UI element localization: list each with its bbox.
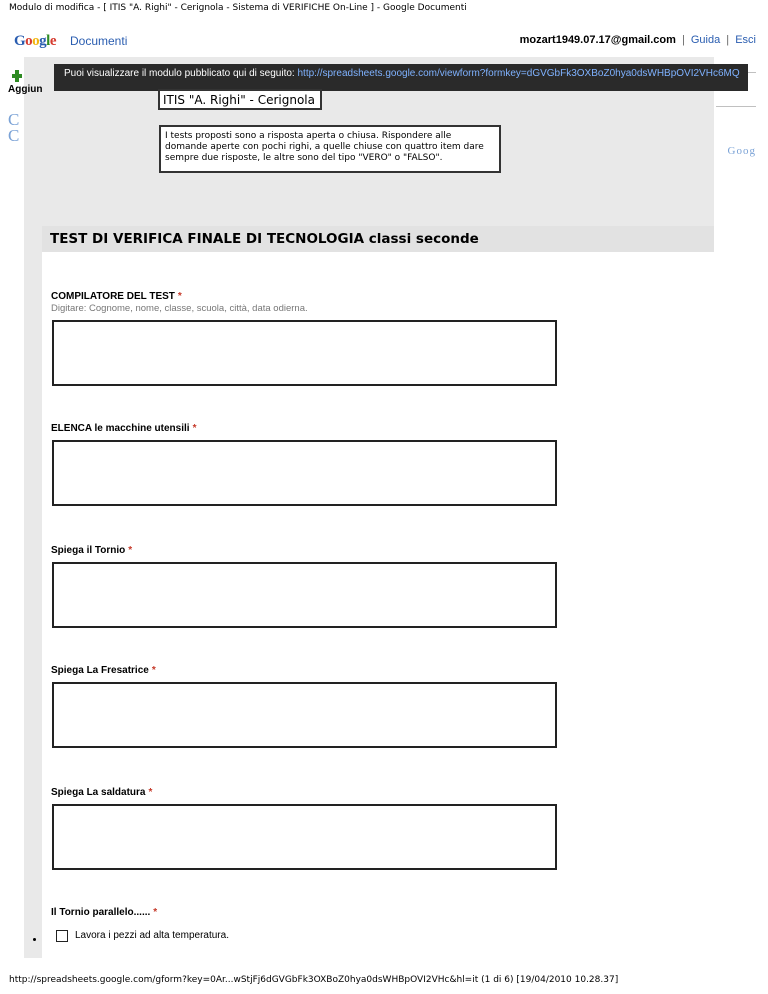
required-mark: * [177, 291, 182, 302]
google-logo[interactable]: Google [14, 33, 57, 49]
logout-link[interactable]: Esci [735, 34, 756, 46]
answer-textarea[interactable] [52, 320, 557, 386]
question-label: Il Tornio parallelo...... * [51, 907, 158, 918]
answer-textarea[interactable] [52, 440, 557, 506]
question-label: Spiega La Fresatrice * [51, 665, 156, 676]
background-logo-fragment: Goog [727, 145, 756, 157]
option-checkbox[interactable] [56, 930, 68, 942]
required-mark: * [128, 545, 133, 556]
divider [716, 106, 756, 107]
list-bullet [33, 938, 36, 941]
section-title: TEST DI VERIFICA FINALE DI TECNOLOGIA classi seconde [42, 226, 714, 252]
question-label: Spiega La saldatura * [51, 787, 153, 798]
answer-textarea[interactable] [52, 682, 557, 748]
background-c-icon: C [8, 110, 20, 129]
separator: | [726, 34, 730, 46]
published-form-notice [54, 64, 748, 91]
option-label: Lavora i pezzi ad alta temperatura. [75, 930, 229, 941]
answer-textarea[interactable] [52, 562, 557, 628]
required-mark: * [148, 787, 153, 798]
required-mark: * [151, 665, 156, 676]
question-help: Digitare: Cognome, nome, classe, scuola, città, data odierna. [51, 303, 308, 314]
notice-text: Puoi visualizzare il modulo pubblicato qui di seguito: [64, 68, 295, 79]
add-button-label[interactable]: Aggiun [8, 84, 43, 95]
left-sidebar [0, 57, 24, 975]
question-label: COMPILATORE DEL TEST * [51, 291, 182, 302]
product-name[interactable]: Documenti [70, 34, 128, 48]
user-bar [520, 34, 756, 46]
required-mark: * [153, 907, 158, 918]
question-label: Spiega il Tornio * [51, 545, 133, 556]
help-link[interactable]: Guida [690, 34, 721, 46]
form-description-field[interactable]: I tests proposti sono a risposta aperta o chiusa. Rispondere alle domande aperte con pochi righi, a quelle chiuse con quattro item dare sempre due risposte, le altre sono del tipo "VERO" o "FALSO". [159, 125, 501, 173]
background-c-icon: C [8, 126, 20, 145]
print-header: Modulo di modifica - [ ITIS "A. Righi" - Cerignola - Sistema di VERIFICHE On-Line ] - Google Documenti [9, 3, 467, 13]
print-footer: http://spreadsheets.google.com/gform?key=0Ar...wStjFj6dGVGbFk3OXBoZ0hya0dsWHBpOVI2VHc&hl=it (1 di 6) [19/04/2010 10.28.37] [9, 975, 619, 985]
user-email: mozart1949.07.17@gmail.com [519, 34, 676, 46]
question-label: ELENCA le macchine utensili * [51, 423, 197, 434]
plus-icon[interactable] [12, 70, 22, 82]
published-form-link[interactable]: http://spreadsheets.google.com/viewform?formkey=dGVGbFk3OXBoZ0hya0dsWHBpOVI2VHc6MQ [297, 68, 740, 79]
separator: | [681, 34, 685, 46]
answer-textarea[interactable] [52, 804, 557, 870]
form-title-field[interactable]: ITIS "A. Righi" - Cerignola [158, 89, 322, 110]
required-mark: * [192, 423, 197, 434]
